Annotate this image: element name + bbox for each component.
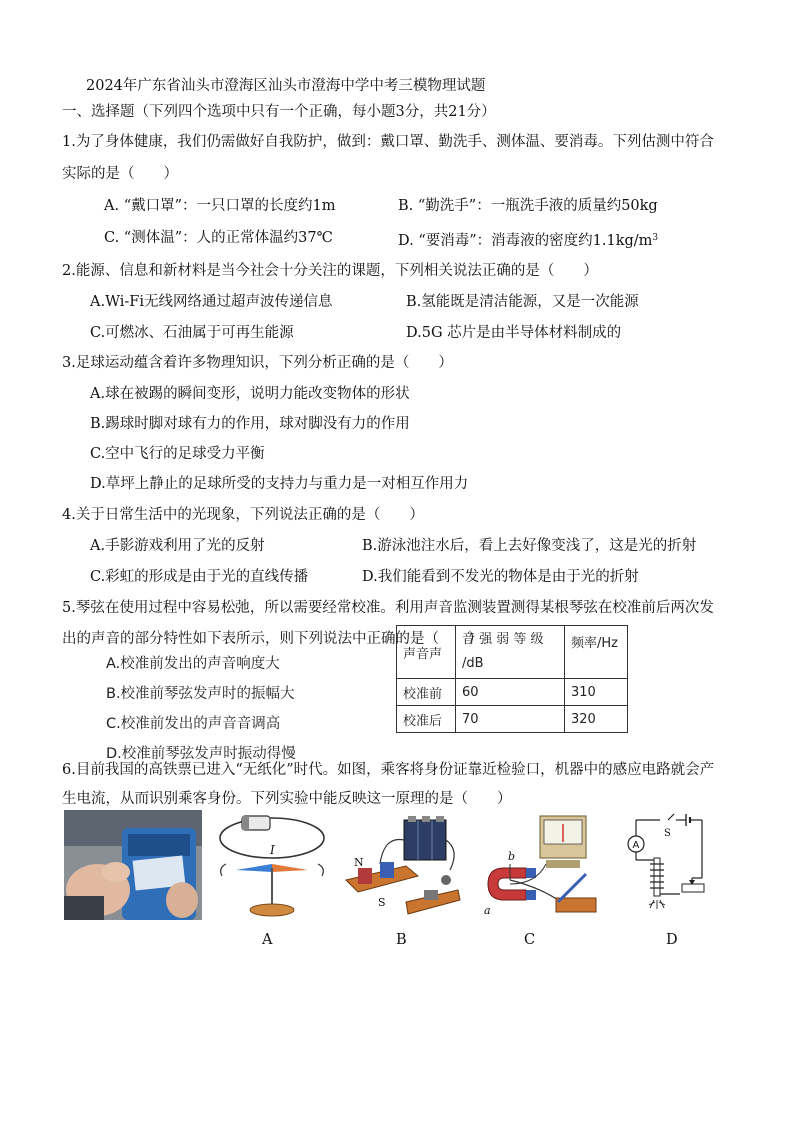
q4-option-c: C.彩虹的形成是由于光的直线传播 [90, 569, 309, 585]
table-row [397, 679, 628, 706]
q1-option-d-text: D. “要消毒”：消毒液的密度约1.1kg/m [398, 233, 653, 249]
figure-a-oersted [212, 810, 330, 920]
q6-stem-line2: 生电流，从而识别乘客身份。下列实验中能反映这一原理的是（ ） [62, 791, 512, 807]
table-header-cell [456, 626, 565, 679]
q2-option-c: C.可燃冰、石油属于可再生能源 [90, 325, 294, 341]
table-header-level: 音 强 弱 等 级 [462, 632, 544, 647]
q1-stem-line2: 实际的是（ ） [62, 166, 178, 182]
q3-option-a: A.球在被踢的瞬间变形，说明力能改变物体的形状 [90, 386, 410, 402]
q2-option-a: A.Wi-Fi无线网络通过超声波传递信息 [90, 294, 333, 310]
table-cell: 70 [456, 706, 565, 733]
q5-option-b: B.校准前琴弦发声时的振幅大 [106, 686, 295, 702]
table-header-cell: 频率/Hz [565, 626, 628, 679]
figure-label-a: A [262, 932, 273, 948]
q1-option-d-exponent: 3 [652, 233, 659, 243]
q1-option-a: A. “戴口罩”：一只口罩的长度约1m [104, 198, 336, 214]
figure-label-b: B [396, 932, 407, 948]
q4-option-a: A.手影游戏利用了光的反射 [90, 538, 265, 554]
q4-stem: 4.关于日常生活中的光现象，下列说法正确的是（ ） [62, 507, 424, 523]
q1-option-c: C. “测体温”：人的正常体温约37℃ [104, 230, 333, 246]
q5-option-d: D.校准前琴弦发声时振动得慢 [106, 746, 296, 762]
q3-option-b: B.踢球时脚对球有力的作用，球对脚没有力的作用 [90, 416, 410, 432]
table-cell: 320 [565, 706, 628, 733]
figure-b-south-label: S [378, 896, 386, 909]
q3-option-c: C.空中飞行的足球受力平衡 [90, 446, 265, 462]
q5-stem-line2: 出的声音的部分特性如下表所示，则下列说法中正确的是（ ） [62, 631, 483, 647]
figure-d-electromagnet [616, 810, 726, 920]
figure-b-north-label: N [354, 856, 364, 869]
exam-title: 2024年广东省汕头市澄海区汕头市澄海中学中考三模物理试题 [86, 78, 486, 94]
q2-option-b: B.氢能既是清洁能源，又是一次能源 [406, 294, 639, 310]
figure-a-current-label: I [270, 843, 275, 857]
table-cell: 60 [456, 679, 565, 706]
table-cell: 校准前 [397, 679, 456, 706]
table-header-unit: /dB [462, 656, 484, 671]
q6-stem-line1: 6.目前我国的高铁票已进入“无纸化”时代。如图，乘客将身份证靠近检验口，机器中的感应电路就会产 [62, 762, 715, 778]
table-header-cell: 声音声 [397, 626, 456, 679]
q1-option-d [398, 228, 658, 251]
q2-option-d: D.5G 芯片是由半导体材料制成的 [406, 325, 622, 341]
table-row [397, 706, 628, 733]
q5-option-c: C.校准前发出的声音音调高 [106, 716, 281, 732]
id-card-photo [64, 810, 202, 920]
q1-stem-line1: 1.为了身体健康，我们仍需做好自我防护，做到：戴口罩、勤洗手、测体温、要消毒。下列估测中符合 [62, 134, 714, 150]
q5-stem-line1: 5.琴弦在使用过程中容易松弛，所以需要经常校准。利用声音监测装置测得某根琴弦在校准前后两次发 [62, 600, 714, 616]
q2-stem: 2.能源、信息和新材料是当今社会十分关注的课题，下列相关说法正确的是（ ） [62, 263, 598, 279]
q5-option-a: A.校准前发出的声音响度大 [106, 656, 280, 672]
figure-c-label-b: b [508, 850, 516, 863]
sound-data-table [396, 625, 628, 733]
q4-option-b: B.游泳池注水后，看上去好像变浅了，这是光的折射 [362, 538, 697, 554]
q1-option-b: B. “勤洗手”：一瓶洗手液的质量约50kg [398, 198, 658, 214]
section-heading: 一、选择题（下列四个选项中只有一个正确，每小题3分，共21分） [62, 104, 496, 120]
figure-d-switch-label: S [664, 828, 671, 839]
figure-label-d: D [666, 932, 678, 948]
figure-c-label-a: a [484, 904, 491, 917]
q3-option-d: D.草坪上静止的足球所受的支持力与重力是一对相互作用力 [90, 476, 469, 492]
table-header-row [397, 626, 628, 679]
table-cell: 校准后 [397, 706, 456, 733]
figure-c-induction [480, 810, 606, 920]
q3-stem: 3.足球运动蕴含着许多物理知识，下列分析正确的是（ ） [62, 355, 453, 371]
q4-option-d: D.我们能看到不发光的物体是由于光的折射 [362, 569, 639, 585]
figure-d-ammeter-label: A [632, 840, 640, 851]
table-cell: 310 [565, 679, 628, 706]
figure-b-motor [342, 810, 462, 920]
figure-label-c: C [524, 932, 536, 948]
